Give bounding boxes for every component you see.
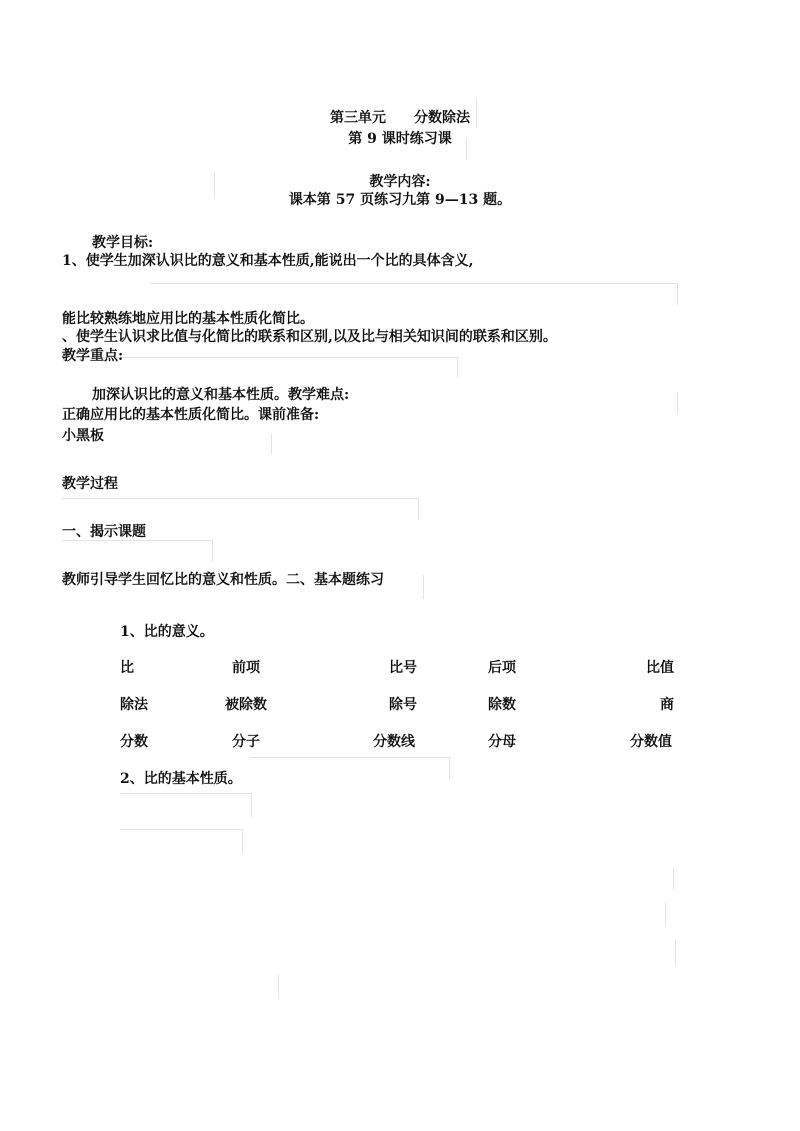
process-step-text: 教师引导学生回忆比的意义和性质。二、基本题练习 (62, 572, 384, 588)
key-points-line: 正确应用比的基本性质化简比。课前准备: (62, 407, 320, 423)
table-cell: 分数 (120, 734, 148, 750)
scan-mark (665, 902, 666, 926)
process-step: 一、揭示课题 (62, 524, 146, 540)
table-cell: 分母 (488, 734, 516, 750)
scan-mark (242, 829, 243, 853)
table-cell: 后项 (488, 660, 516, 676)
table-cell: 分数值 (630, 734, 672, 750)
scan-mark (62, 498, 418, 499)
scan-mark (457, 357, 458, 377)
table-cell: 除法 (120, 697, 148, 713)
scan-mark (423, 575, 424, 599)
scan-mark (677, 283, 678, 305)
scan-mark (673, 868, 674, 890)
unit-title: 第三单元 分数除法 (330, 110, 470, 126)
content-text: 课本第 57 页练习九第 9—13 题。 (288, 192, 512, 208)
scan-mark (278, 975, 279, 999)
goal-line: 、使学生认识求比值与化简比的联系和区别,以及比与相关知识间的联系和区别。 (62, 329, 557, 345)
table-cell: 被除数 (225, 697, 267, 713)
table-cell: 比号 (389, 660, 417, 676)
key-points-label: 教学重点: (62, 348, 124, 364)
goal-line: 能比较熟练地应用比的基本性质化简比。 (62, 311, 314, 327)
scan-mark (120, 793, 251, 794)
scan-mark (449, 757, 450, 779)
scan-mark (418, 498, 419, 520)
table-cell: 除号 (389, 697, 417, 713)
content-label: 教学内容: (369, 174, 431, 190)
key-points-line: 加深认识比的意义和基本性质。教学难点: (92, 387, 350, 403)
scan-mark (675, 940, 676, 966)
table-cell: 比值 (646, 660, 674, 676)
table-cell: 除数 (488, 697, 516, 713)
scan-mark (212, 540, 213, 562)
scan-mark (677, 392, 678, 414)
key-points-line: 小黑板 (62, 428, 104, 444)
goals-label: 教学目标: (92, 235, 154, 251)
table-cell: 分子 (232, 734, 260, 750)
practice-item: 1、比的意义。 (120, 624, 214, 640)
table-cell: 分数线 (373, 734, 415, 750)
lesson-title: 第 9 课时练习课 (348, 131, 452, 147)
scan-mark (271, 434, 272, 454)
goal-line: 1、使学生加深认识比的意义和基本性质,能说出一个比的具体含义, (62, 253, 474, 269)
process-label: 教学过程 (62, 476, 118, 492)
practice-item: 2、比的基本性质。 (120, 771, 242, 787)
scan-mark (251, 793, 252, 817)
scan-mark (250, 757, 450, 758)
scan-mark (120, 829, 242, 830)
table-cell: 商 (660, 697, 674, 713)
table-cell: 前项 (232, 660, 260, 676)
table-cell: 比 (120, 660, 134, 676)
scan-mark (150, 283, 678, 284)
